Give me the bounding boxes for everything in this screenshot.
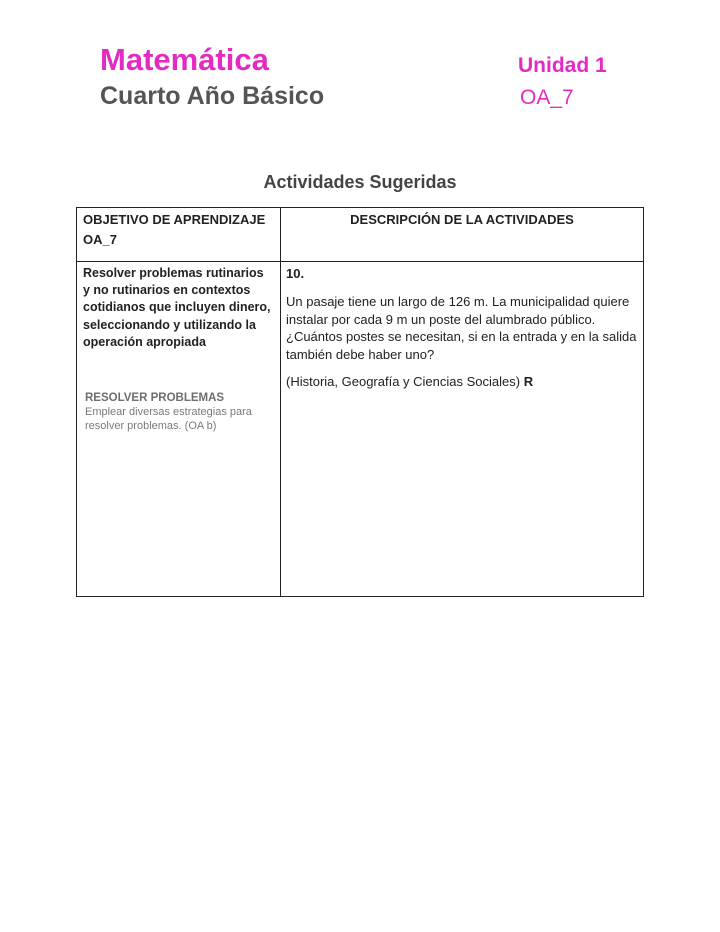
activities-table xyxy=(76,207,644,597)
activity-reference-mark: R xyxy=(523,374,534,389)
grade-title: Cuarto Año Básico xyxy=(100,82,325,110)
activity-text: Un pasaje tiene un largo de 126 m. La municipalidad quiere instalar por cada 9 m un poste del alumbrado público. ¿Cuántos postes se necesitan, si en la entrada y en la salida también debe haber uno? xyxy=(286,294,637,362)
description-cell xyxy=(281,262,644,597)
oa-code-label: OA_7 xyxy=(520,86,574,109)
skill-text: Emplear diversas estrategias para resolver problemas. (OA b) xyxy=(85,406,252,433)
table-body-row xyxy=(77,262,644,597)
unit-label: Unidad 1 xyxy=(518,54,607,77)
subject-title: Matemática xyxy=(100,42,269,77)
description-header-cell: DESCRIPCIÓN DE LA ACTIVIDADES xyxy=(281,208,644,262)
objective-cell xyxy=(77,262,281,597)
table-header-row xyxy=(77,208,644,262)
activity-reference xyxy=(286,373,638,391)
section-title: Actividades Sugeridas xyxy=(263,172,457,192)
skill-box xyxy=(85,391,274,433)
objective-text: Resolver problemas rutinarios y no rutinarios en contextos cotidianos que incluyen dinero, seleccionando y utilizando la operación apropiada xyxy=(83,266,271,349)
activity-number: 10. xyxy=(286,266,305,281)
objective-header-cell: OBJETIVO DE APRENDIZAJE OA_7 xyxy=(77,208,281,262)
activity-reference-text: (Historia, Geografía y Ciencias Sociales) xyxy=(286,374,524,389)
skill-title: RESOLVER PROBLEMAS xyxy=(85,392,225,405)
